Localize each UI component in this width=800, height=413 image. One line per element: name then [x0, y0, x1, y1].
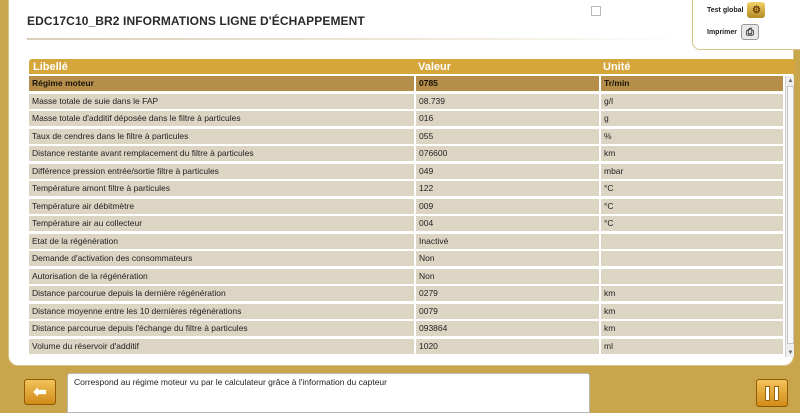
cell-unit: km [601, 304, 783, 319]
table-row[interactable] [29, 111, 784, 126]
main-panel [8, 0, 794, 366]
cell-value: Inactivé [416, 234, 599, 249]
cell-unit: % [601, 129, 783, 144]
cell-value: 0079 [416, 304, 599, 319]
page-title: EDC17C10_BR2 INFORMATIONS LIGNE D'ÉCHAPPEMENT [27, 14, 365, 28]
cell-value: 049 [416, 164, 599, 179]
header-unit: Unité [603, 60, 631, 73]
scroll-down-arrow-icon[interactable]: ▼ [787, 349, 794, 356]
cell-label: Différence pression entrée/sortie filtre à particules [29, 164, 414, 179]
cell-unit: °C [601, 199, 783, 214]
cell-value: Non [416, 269, 599, 284]
table-row[interactable] [29, 251, 784, 266]
cell-value: 004 [416, 216, 599, 231]
cell-label: Température air débitmètre [29, 199, 414, 214]
table-row[interactable] [29, 146, 784, 161]
table-header [29, 59, 795, 74]
cell-unit [601, 269, 783, 284]
cell-label: Masse totale d'additif déposée dans le filtre à particules [29, 111, 414, 126]
table-scrollbar[interactable] [785, 76, 794, 357]
cell-unit [601, 251, 783, 266]
cell-value: 122 [416, 181, 599, 196]
table-row[interactable] [29, 164, 784, 179]
side-actions-panel [692, 0, 800, 50]
cell-label: Température amont filtre à particules [29, 181, 414, 196]
pause-icon-left-bar [765, 386, 770, 401]
cell-value: 076600 [416, 146, 599, 161]
pause-button[interactable] [756, 379, 788, 407]
table-row[interactable] [29, 286, 784, 301]
cell-value: Non [416, 251, 599, 266]
cell-value: 016 [416, 111, 599, 126]
cell-value: 0785 [416, 76, 599, 91]
cell-label: Etat de la régénération [29, 234, 414, 249]
cell-unit: g/l [601, 94, 783, 109]
cell-unit: km [601, 286, 783, 301]
cell-unit [601, 234, 783, 249]
cell-label: Distance restante avant remplacement du filtre à particules [29, 146, 414, 161]
option-checkbox[interactable] [591, 6, 601, 16]
cell-value: 1020 [416, 339, 599, 354]
print-button[interactable] [707, 24, 759, 40]
cell-unit: km [601, 146, 783, 161]
bottom-bar [8, 368, 794, 413]
test-global-button[interactable] [707, 2, 765, 18]
description-box: Correspond au régime moteur vu par le calculateur grâce à l'information du capteur [67, 373, 590, 413]
cell-unit: Tr/min [601, 76, 783, 91]
cell-unit: km [601, 321, 783, 336]
cell-unit: °C [601, 181, 783, 196]
back-button[interactable] [24, 379, 56, 405]
title-divider [27, 38, 687, 40]
table-row[interactable] [29, 304, 784, 319]
printer-icon: ⎙ [741, 24, 759, 40]
table-row[interactable] [29, 269, 784, 284]
cell-label: Régime moteur [29, 76, 414, 91]
cell-unit: °C [601, 216, 783, 231]
table-row[interactable] [29, 199, 784, 214]
cell-value: 08.739 [416, 94, 599, 109]
tool-icon: ⚙ [747, 2, 765, 18]
cell-value: 009 [416, 199, 599, 214]
cell-label: Distance moyenne entre les 10 dernières régénérations [29, 304, 414, 319]
cell-unit: g [601, 111, 783, 126]
cell-value: 055 [416, 129, 599, 144]
parameters-table [29, 59, 795, 357]
table-row[interactable] [29, 129, 784, 144]
table-row[interactable] [29, 76, 784, 91]
cell-label: Volume du réservoir d'additif [29, 339, 414, 354]
cell-label: Taux de cendres dans le filtre à particules [29, 129, 414, 144]
header-label: Libellé [33, 60, 68, 73]
cell-label: Température air au collecteur [29, 216, 414, 231]
cell-value: 093864 [416, 321, 599, 336]
table-body[interactable] [29, 76, 784, 357]
back-arrow-icon: ⬅ [33, 384, 47, 401]
scroll-thumb[interactable] [787, 86, 794, 344]
pause-icon-right-bar [774, 386, 779, 401]
cell-label: Distance parcourue depuis l'échange du filtre à particules [29, 321, 414, 336]
table-row[interactable] [29, 181, 784, 196]
cell-unit: ml [601, 339, 783, 354]
cell-unit: mbar [601, 164, 783, 179]
cell-label: Masse totale de suie dans le FAP [29, 94, 414, 109]
cell-value: 0279 [416, 286, 599, 301]
table-row[interactable] [29, 234, 784, 249]
table-row[interactable] [29, 216, 784, 231]
cell-label: Autorisation de la régénération [29, 269, 414, 284]
test-global-label: Test global [707, 6, 744, 14]
scroll-up-arrow-icon[interactable]: ▲ [787, 77, 794, 84]
table-row[interactable] [29, 94, 784, 109]
table-row[interactable] [29, 339, 784, 354]
table-row[interactable] [29, 321, 784, 336]
print-label: Imprimer [707, 28, 737, 36]
cell-label: Distance parcourue depuis la dernière régénération [29, 286, 414, 301]
cell-label: Demande d'activation des consommateurs [29, 251, 414, 266]
header-value: Valeur [418, 60, 452, 73]
